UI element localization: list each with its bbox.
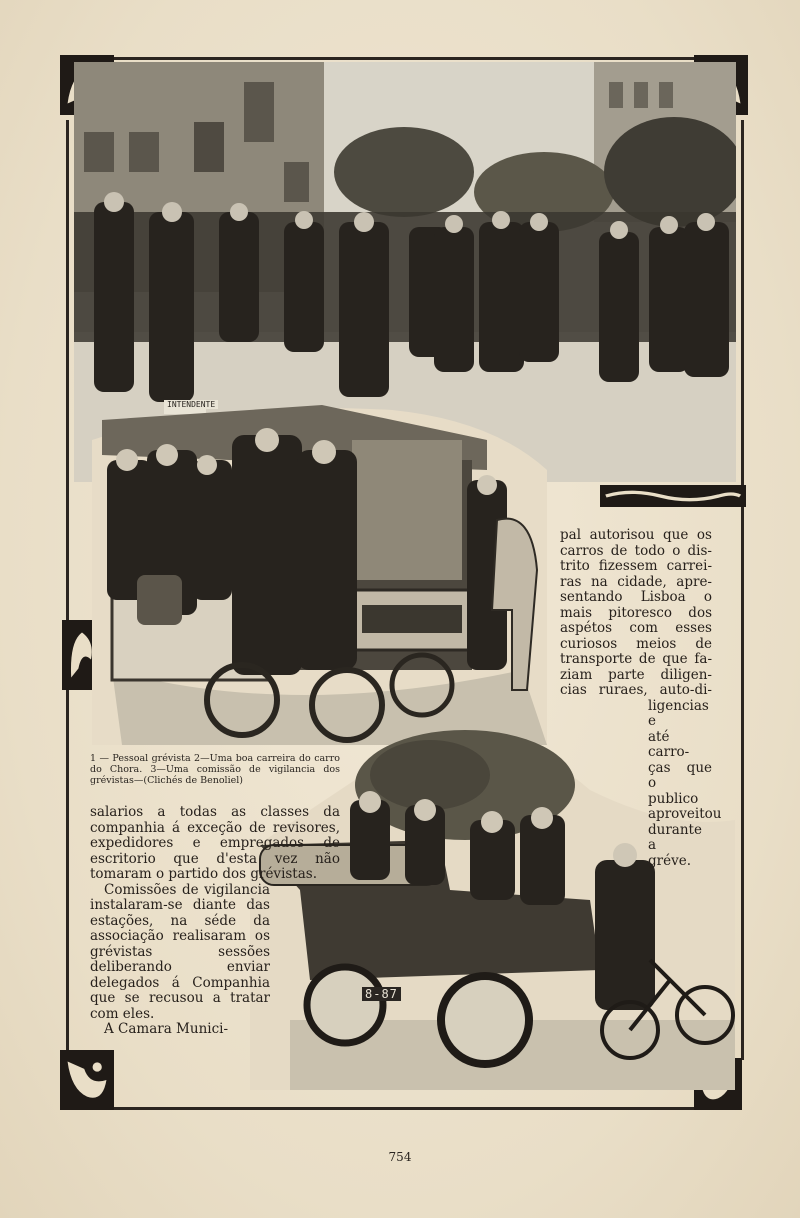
- right-line: ças que o: [648, 759, 712, 791]
- right-line: ras na cidade, apre-: [560, 573, 712, 590]
- car-license-plate: 8-87: [362, 987, 401, 1001]
- right-line: gréve.: [648, 852, 691, 869]
- right-line: até carro-: [648, 728, 690, 760]
- frame-right-line: [741, 120, 744, 1060]
- right-line: pal autorisou que os: [560, 527, 712, 543]
- photo1-sign-text: INTENDENTE: [164, 400, 218, 409]
- frame-bottom-line: [110, 1107, 700, 1110]
- left-paragraph-2: Comissões de vigilancia instalaram-se diante das estações, na séde da associação realisaram os grévistas sessões deliberando enviar delegados á Companhia que se recusou a tratar com eles.: [90, 881, 270, 1022]
- photo-horse-carriage: [92, 400, 547, 745]
- right-line: ligencias e: [648, 697, 709, 729]
- left-text-column: [90, 805, 340, 1038]
- right-line: transporte de que fa-: [560, 651, 712, 667]
- frame-left-line: [66, 120, 69, 1060]
- ornament-bottom-left-icon: [60, 1050, 114, 1110]
- frame-top-line: [110, 57, 700, 60]
- right-line: trito fizessem carrei-: [560, 558, 712, 574]
- page-number: 754: [388, 1150, 412, 1164]
- right-line: curiosos meios de: [560, 635, 712, 652]
- right-line: durante a: [648, 821, 702, 853]
- ornament-right-middle-icon: [600, 485, 746, 507]
- right-text-column: [560, 527, 722, 869]
- left-paragraph-3: A Camara Munici-: [104, 1021, 229, 1037]
- photo-caption: 1 — Pessoal grévista 2—Uma boa carreira do carro do Chora. 3—Uma comissão de vigilancia dos grévistas—(Clichés de Benoliel): [90, 753, 340, 786]
- left-paragraph-1: salarios a todas as classes da companhia á exceção de revisores, expedidores e empregados de escritorio que d'esta vez não tomaram o partido dos grévistas.: [90, 804, 340, 882]
- right-line: aproveitou: [648, 806, 722, 822]
- right-line: publico: [648, 790, 699, 807]
- right-line: cias ruraes, auto-di-: [560, 682, 712, 698]
- right-line: mais pitoresco dos: [560, 604, 712, 621]
- right-line: ziam parte diligen-: [560, 666, 712, 683]
- right-line: carros de todo o dis-: [560, 542, 712, 559]
- right-line: aspétos com esses: [560, 620, 712, 636]
- right-line: sentando Lisboa o: [560, 589, 712, 605]
